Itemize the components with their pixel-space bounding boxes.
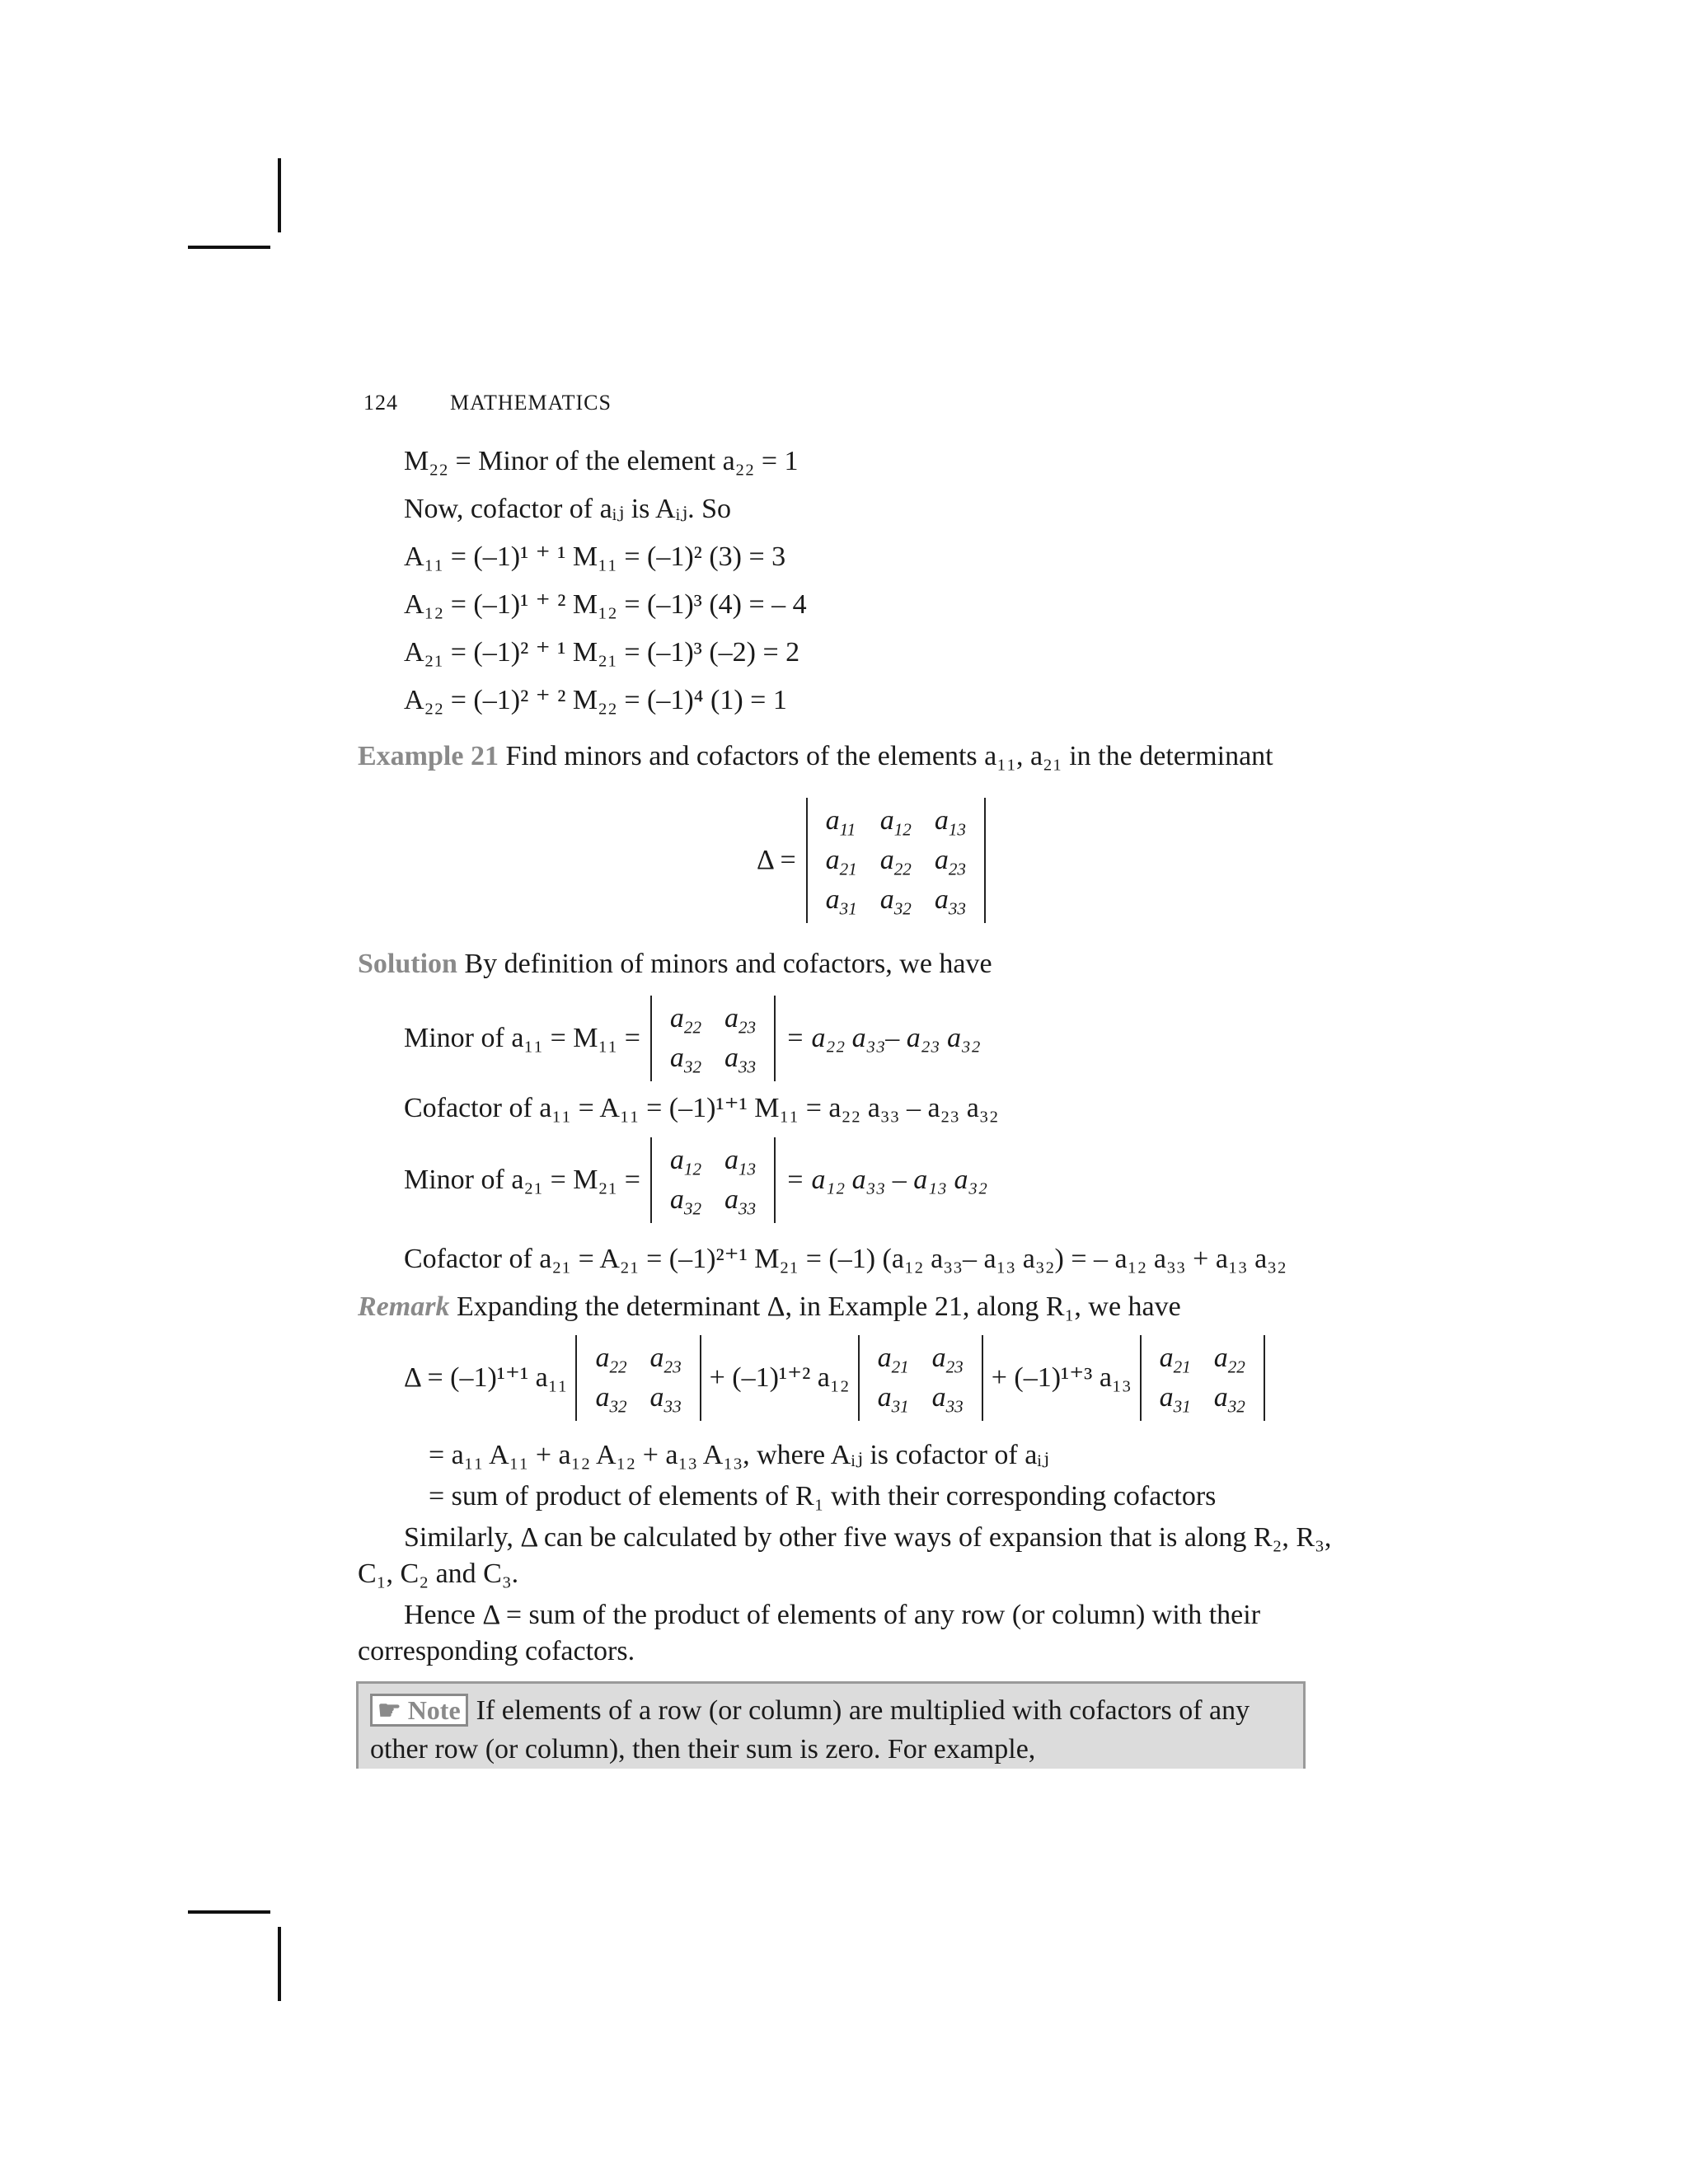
pointing-hand-icon: ☛ bbox=[377, 1695, 401, 1725]
note-text-1: If elements of a row (or column) are multiplied with cofactors of any bbox=[476, 1695, 1250, 1726]
note-label: Note bbox=[407, 1695, 461, 1725]
line-a22: A₂₂ = (–1)² ⁺ ² M₂₂ = (–1)⁴ (1) = 1 bbox=[404, 685, 787, 715]
entry-a11: $a_{11}$ bbox=[825, 805, 856, 840]
solution-text: By definition of minors and cofactors, we have bbox=[464, 949, 992, 979]
note-line-1 bbox=[370, 1694, 1250, 1727]
example-label: Example 21 bbox=[358, 741, 499, 771]
minor-a21-row bbox=[404, 1137, 987, 1223]
cofactor-matrix-2: $a_{21}$ $a_{23}$ $a_{31}$ $a_{33}$ bbox=[858, 1335, 983, 1421]
matrix-3x3 bbox=[806, 798, 986, 923]
minor11-matrix: $a_{22}$ $a_{23}$ $a_{32}$ $a_{33}$ bbox=[650, 996, 776, 1081]
note-tag bbox=[370, 1694, 468, 1727]
remark-result-line-1: = a₁₁ A₁₁ + a₁₂ A₁₂ + a₁₃ A₁₃, where Aᵢⱼ is cofactor of aᵢⱼ bbox=[429, 1440, 1049, 1470]
minor21-prefix: Minor of a₂₁ = M₂₁ = bbox=[404, 1165, 640, 1195]
minor11-result: = a₂₂ a₃₃– a₂₃ a₃₂ bbox=[785, 1023, 981, 1053]
similarly-line-1: Similarly, Δ can be calculated by other five ways of expansion that is along R₂, R₃, bbox=[404, 1522, 1332, 1553]
note-box bbox=[356, 1681, 1306, 1769]
entry-a23: $a_{23}$ bbox=[934, 845, 966, 879]
line-a21: A₂₁ = (–1)² ⁺ ¹ M₂₁ = (–1)³ (–2) = 2 bbox=[404, 637, 800, 668]
entry-a31: $a_{31}$ bbox=[825, 884, 857, 919]
example-text: Find minors and cofactors of the elements a₁₁, a₂₁ in the determinant bbox=[505, 741, 1273, 771]
similarly-line-2: C₁, C₂ and C₃. bbox=[358, 1558, 519, 1589]
line-now-cofactor: Now, cofactor of aᵢⱼ is Aᵢⱼ. So bbox=[404, 494, 732, 524]
minor-a11-row bbox=[404, 996, 981, 1081]
crop-mark-top-vertical bbox=[278, 158, 281, 232]
entry-a12: $a_{12}$ bbox=[879, 805, 912, 840]
crop-mark-bottom-horizontal bbox=[188, 1910, 270, 1914]
hence-line-2: corresponding cofactors. bbox=[358, 1636, 635, 1666]
entry-a33: $a_{33}$ bbox=[934, 884, 966, 919]
page-number: 124 bbox=[363, 391, 398, 415]
expansion-prefix: Δ = (–1)¹⁺¹ a₁₁ bbox=[404, 1362, 568, 1393]
crop-mark-bottom-vertical bbox=[278, 1927, 281, 2001]
minor11-prefix: Minor of a₁₁ = M₁₁ = bbox=[404, 1023, 640, 1053]
expansion-term3: + (–1)¹⁺³ a₁₃ bbox=[991, 1362, 1132, 1393]
cofactor-a11-line: Cofactor of a₁₁ = A₁₁ = (–1)¹⁺¹ M₁₁ = a₂₂ a₃₃ – a₂₃ a₃₂ bbox=[404, 1093, 999, 1123]
example-21-line bbox=[358, 740, 1273, 773]
line-a12: A₁₂ = (–1)¹ ⁺ ² M₁₂ = (–1)³ (4) = – 4 bbox=[404, 589, 807, 620]
entry-a13: $a_{13}$ bbox=[934, 805, 966, 840]
solution-line bbox=[358, 948, 992, 981]
remark-line bbox=[358, 1291, 1181, 1324]
example-determinant bbox=[757, 798, 986, 923]
remark-result-line-2: = sum of product of elements of R₁ with their corresponding cofactors bbox=[429, 1481, 1217, 1511]
entry-a21: $a_{21}$ bbox=[825, 845, 857, 879]
cofactor-matrix-3: $a_{21}$ $a_{22}$ $a_{31}$ $a_{32}$ bbox=[1140, 1335, 1265, 1421]
running-header: MATHEMATICS bbox=[450, 391, 612, 415]
line-m22: M₂₂ = Minor of the element a₂₂ = 1 bbox=[404, 446, 799, 476]
remark-text: Expanding the determinant Δ, in Example 21, along R₁, we have bbox=[456, 1291, 1181, 1322]
solution-label: Solution bbox=[358, 949, 457, 979]
delta-label: Δ = bbox=[757, 845, 796, 875]
minor21-matrix: $a_{12}$ $a_{13}$ $a_{32}$ $a_{33}$ bbox=[650, 1137, 776, 1223]
cofactor-a21-line: Cofactor of a₂₁ = A₂₁ = (–1)²⁺¹ M₂₁ = (–1) (a₁₂ a₃₃– a₁₃ a₃₂) = – a₁₂ a₃₃ + a₁₃ a₃₂ bbox=[404, 1244, 1287, 1274]
crop-mark-top-horizontal bbox=[188, 246, 270, 249]
expansion-row bbox=[404, 1335, 1270, 1421]
remark-label: Remark bbox=[358, 1291, 450, 1322]
expansion-term2: + (–1)¹⁺² a₁₂ bbox=[709, 1362, 850, 1393]
cofactor-matrix-1: $a_{22}$ $a_{23}$ $a_{32}$ $a_{33}$ bbox=[575, 1335, 701, 1421]
note-line-2: other row (or column), then their sum is zero. For example, bbox=[370, 1734, 1036, 1765]
entry-a32: $a_{32}$ bbox=[879, 884, 912, 919]
entry-a22: $a_{22}$ bbox=[879, 845, 912, 879]
line-a11: A₁₁ = (–1)¹ ⁺ ¹ M₁₁ = (–1)² (3) = 3 bbox=[404, 541, 786, 572]
minor21-result: = a₁₂ a₃₃ – a₁₃ a₃₂ bbox=[785, 1165, 988, 1195]
hence-line-1: Hence Δ = sum of the product of elements of any row (or column) with their bbox=[404, 1600, 1261, 1630]
